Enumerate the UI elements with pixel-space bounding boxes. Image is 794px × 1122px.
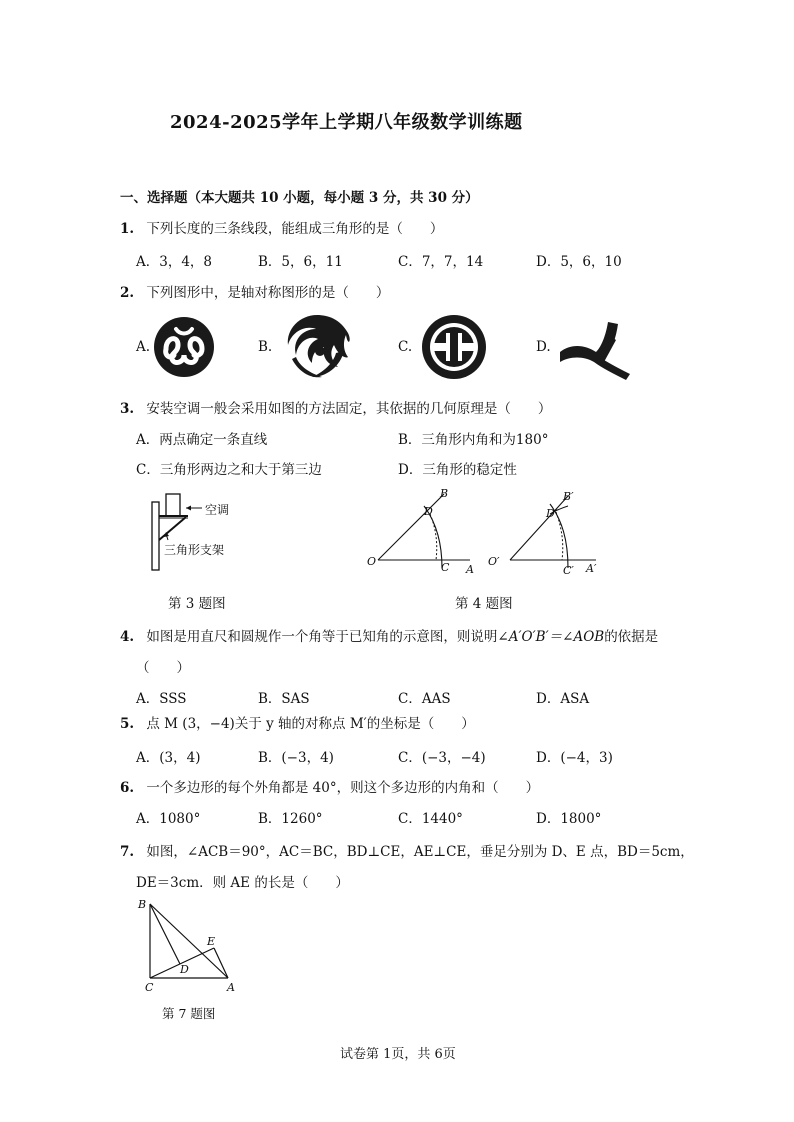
option-d: D．5，6，10 — [536, 254, 622, 270]
option-b: B．1260° — [258, 811, 323, 827]
question-6 — [120, 776, 539, 796]
question-number: 5. — [120, 716, 135, 732]
figure-caption-3: 第 3 题图 — [168, 596, 226, 612]
symbol-a-icon — [152, 315, 216, 379]
option-a: A．两点确定一条直线 — [136, 432, 268, 448]
question-4 — [120, 625, 658, 645]
option-b: B. — [258, 339, 273, 355]
section-heading: 一、选择题（本大题共 10 小题，每小题 3 分，共 30 分） — [120, 190, 479, 206]
question-7 — [120, 840, 694, 860]
symbol-d-icon — [556, 318, 632, 380]
question-3 — [120, 397, 551, 417]
option-d: D. — [536, 339, 551, 355]
point-label: O′ — [488, 555, 500, 568]
option-c: C．1440° — [398, 811, 463, 827]
point-label: B′ — [563, 490, 574, 503]
question-number: 2. — [120, 285, 135, 301]
point-label: B — [440, 487, 449, 500]
symbol-c-icon — [420, 313, 488, 381]
point-label: E — [207, 935, 216, 948]
option-c: C．AAS — [398, 691, 451, 707]
air-conditioner-bracket-figure — [140, 488, 250, 578]
point-label: C — [441, 561, 450, 574]
question-number: 1. — [120, 221, 135, 237]
question-text: 如图是用直尺和圆规作一个角等于已知角的示意图，则说明 — [146, 629, 498, 645]
question-1 — [120, 217, 443, 237]
question-number: 6. — [120, 780, 135, 796]
point-label: D — [180, 963, 189, 976]
formula: ∠A′O′B′＝∠AOB — [497, 629, 605, 645]
question-text-line2: DE＝3cm．则 AE 的长是（ ） — [136, 875, 349, 891]
question-number: 4. — [120, 629, 135, 645]
point-label: D′ — [546, 507, 558, 520]
question-text: 点 M (3，−4)关于 y 轴的对称点 M′的坐标是（ ） — [146, 716, 475, 732]
question-5 — [120, 712, 475, 732]
point-label: O — [367, 555, 377, 568]
option-a: A．1080° — [136, 811, 201, 827]
option-c: C. — [398, 339, 413, 355]
point-label: B — [138, 898, 147, 911]
option-a: A. — [136, 339, 151, 355]
point-label: C′ — [563, 564, 574, 577]
page-title: 2024-2025学年上学期八年级数学训练题 — [170, 112, 523, 133]
option-c: C．7，7，14 — [398, 254, 484, 270]
option-a: A．(3，4) — [136, 750, 201, 766]
question-text: 下列长度的三条线段，能组成三角形的是（ ） — [146, 221, 444, 237]
point-label: A′ — [586, 562, 597, 575]
point-label: C — [145, 981, 154, 994]
question-text: 安装空调一般会采用如图的方法固定，其依据的几何原理是（ ） — [146, 401, 552, 417]
option-a: A．3，4，8 — [136, 254, 213, 270]
question-text: 如图，∠ACB＝90°，AC＝BC，BD⊥CE，AE⊥CE，垂足分别为 D、E 点，BD＝5cm， — [146, 844, 694, 860]
figure-label-bracket: 三角形支架 — [164, 543, 225, 557]
option-b: B．(−3，4) — [258, 750, 334, 766]
option-b: B．SAS — [258, 691, 310, 707]
symbol-b-icon — [282, 311, 352, 381]
option-c: C．三角形两边之和大于第三边 — [136, 462, 322, 478]
figure-caption-4: 第 4 题图 — [455, 596, 513, 612]
point-label: A — [227, 981, 235, 994]
question-number: 7. — [120, 844, 135, 860]
question-2 — [120, 281, 389, 301]
option-b: B．5，6，11 — [258, 254, 343, 270]
option-a: A．SSS — [136, 691, 187, 707]
question-text: 一个多边形的每个外角都是 40°，则这个多边形的内角和（ ） — [146, 780, 540, 796]
option-d: D．三角形的稳定性 — [398, 462, 517, 478]
question-number: 3. — [120, 401, 135, 417]
question-text: 下列图形中，是轴对称图形的是（ ） — [146, 285, 390, 301]
point-label: A — [466, 563, 474, 576]
angle-construction-figure — [362, 484, 612, 580]
page-footer: 试卷第 1页，共 6页 — [340, 1047, 456, 1062]
option-d: D．ASA — [536, 691, 590, 707]
question-text-tail: 的依据是 — [604, 629, 659, 645]
option-b: B．三角形内角和为180° — [398, 432, 549, 448]
answer-paren: （ ） — [136, 660, 190, 676]
point-label: D — [424, 505, 433, 518]
option-d: D．1800° — [536, 811, 602, 827]
figure-label-ac: 空调 — [205, 503, 230, 517]
option-c: C．(−3，−4) — [398, 750, 486, 766]
option-d: D．(−4，3) — [536, 750, 613, 766]
figure-caption-7: 第 7 题图 — [162, 1006, 216, 1021]
